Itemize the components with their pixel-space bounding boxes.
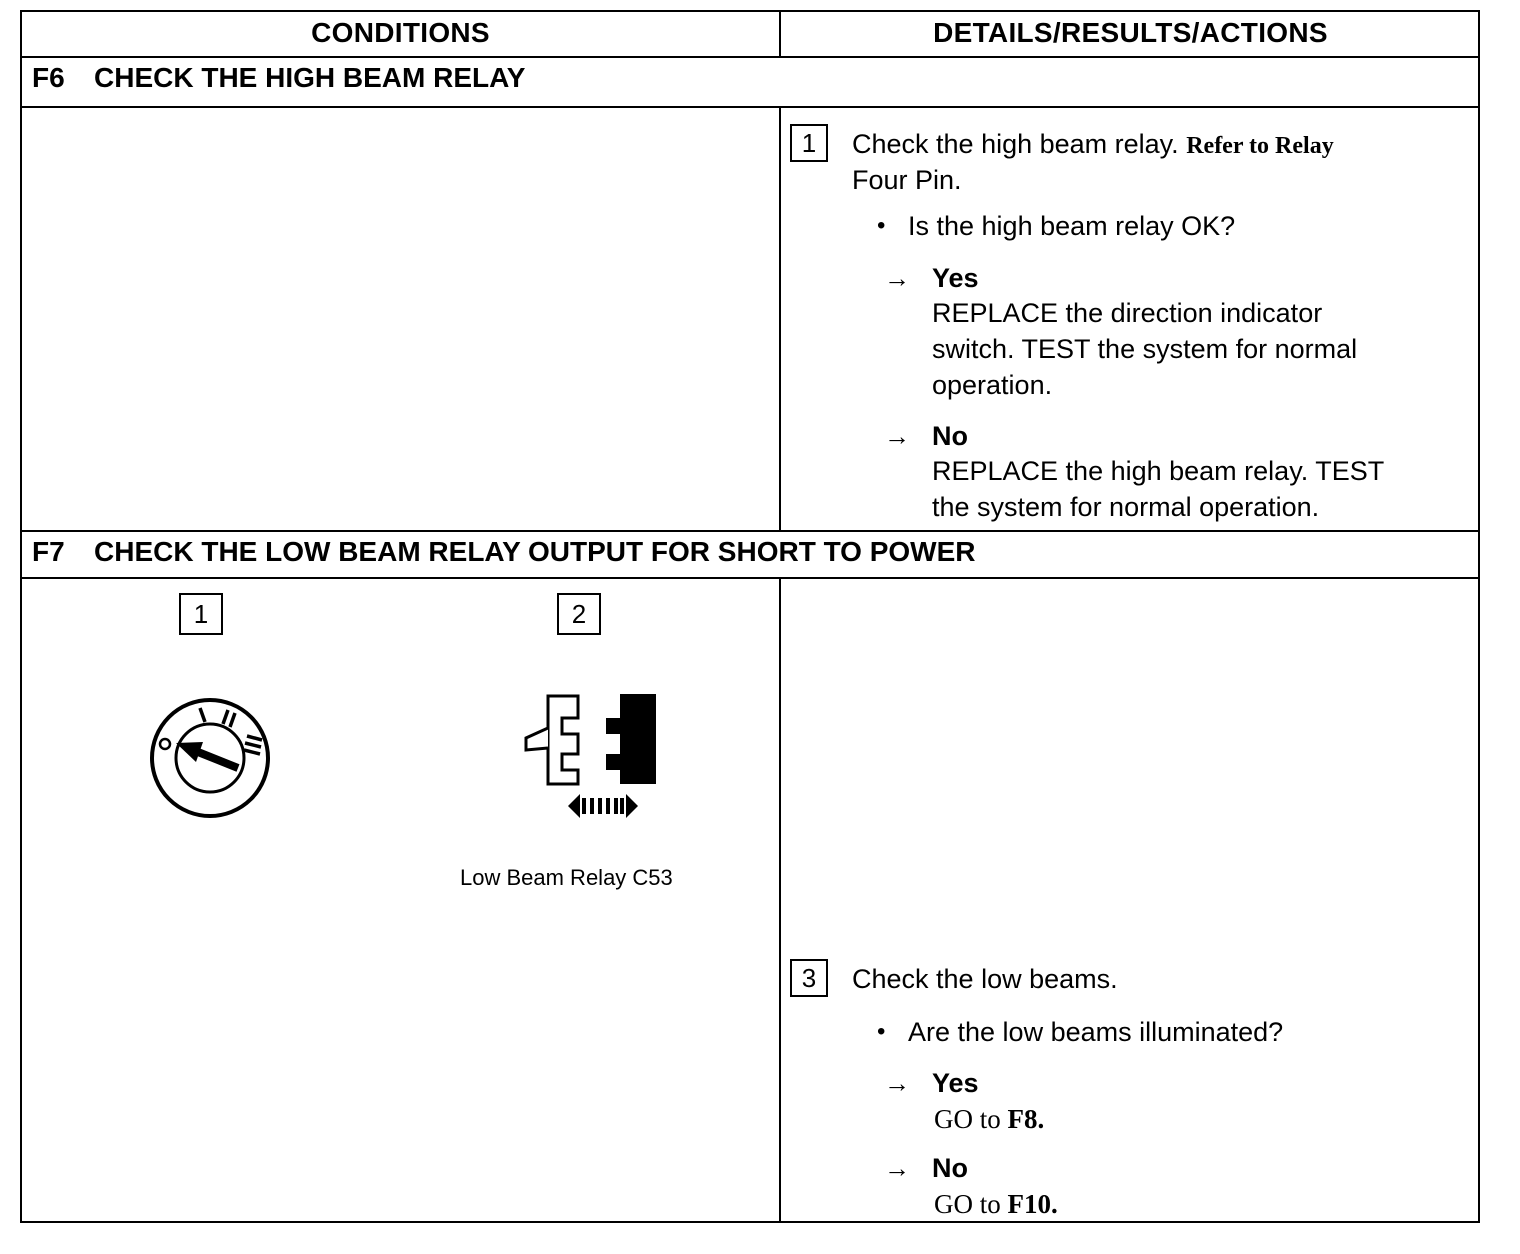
step-instruction: Check the low beams. bbox=[852, 964, 1118, 994]
result-yes-action-line: REPLACE the direction indicator bbox=[932, 298, 1323, 328]
go-to-target: F8. bbox=[1007, 1104, 1045, 1134]
step-number-box: 3 bbox=[790, 959, 828, 997]
result-no-action-line: REPLACE the high beam relay. TEST bbox=[932, 456, 1385, 486]
result-no-label: No bbox=[932, 1153, 968, 1183]
section-heading: CHECK THE HIGH BEAM RELAY bbox=[94, 62, 526, 93]
section-title-f6 bbox=[32, 56, 525, 102]
step-number-box: 1 bbox=[790, 124, 828, 162]
result-yes-action bbox=[934, 1101, 1044, 1137]
step-reference: Refer to Relay bbox=[1186, 133, 1334, 159]
divider bbox=[779, 12, 781, 56]
step-question: Are the low beams illuminated? bbox=[908, 1017, 1284, 1047]
go-to-prefix: GO to bbox=[934, 1104, 1001, 1134]
ignition-switch-icon bbox=[148, 696, 272, 820]
diagnostic-table bbox=[20, 10, 1480, 1223]
result-yes-action-line: switch. TEST the system for normal bbox=[932, 334, 1358, 364]
result-no-action bbox=[934, 1186, 1058, 1222]
illustration-number-box: 1 bbox=[179, 593, 223, 635]
result-no-label: No bbox=[932, 421, 968, 451]
details-column-header: DETAILS/RESULTS/ACTIONS bbox=[933, 17, 1328, 48]
arrow-right-icon: → bbox=[884, 263, 910, 293]
bullet-icon: • bbox=[877, 1018, 886, 1045]
relay-connector-icon bbox=[520, 692, 664, 822]
divider bbox=[22, 577, 1478, 579]
divider bbox=[779, 577, 781, 1223]
step-instruction-text: Check the high beam relay. bbox=[852, 129, 1179, 159]
conditions-column-header: CONDITIONS bbox=[311, 17, 490, 48]
step-question: Is the high beam relay OK? bbox=[908, 211, 1236, 241]
divider bbox=[22, 106, 1478, 108]
section-title-f7 bbox=[32, 530, 976, 576]
bullet-icon: • bbox=[877, 212, 886, 239]
result-yes-label: Yes bbox=[932, 263, 979, 293]
section-heading: CHECK THE LOW BEAM RELAY OUTPUT FOR SHORT TO POWER bbox=[94, 536, 976, 567]
result-no-action-line: the system for normal operation. bbox=[932, 492, 1320, 522]
illustration-number-box: 2 bbox=[557, 593, 601, 635]
result-yes-action-line: operation. bbox=[932, 370, 1053, 400]
arrow-right-icon: → bbox=[884, 421, 910, 451]
go-to-target: F10. bbox=[1007, 1189, 1058, 1219]
divider bbox=[779, 106, 781, 530]
step-instruction bbox=[852, 126, 1334, 164]
result-yes-label: Yes bbox=[932, 1068, 979, 1098]
section-code: F6 bbox=[32, 62, 65, 93]
arrow-right-icon: → bbox=[884, 1068, 910, 1098]
section-code: F7 bbox=[32, 536, 65, 567]
step-instruction-continued: Four Pin. bbox=[852, 165, 962, 195]
arrow-right-icon: → bbox=[884, 1153, 910, 1183]
go-to-prefix: GO to bbox=[934, 1189, 1001, 1219]
illustration-caption: Low Beam Relay C53 bbox=[460, 865, 673, 890]
